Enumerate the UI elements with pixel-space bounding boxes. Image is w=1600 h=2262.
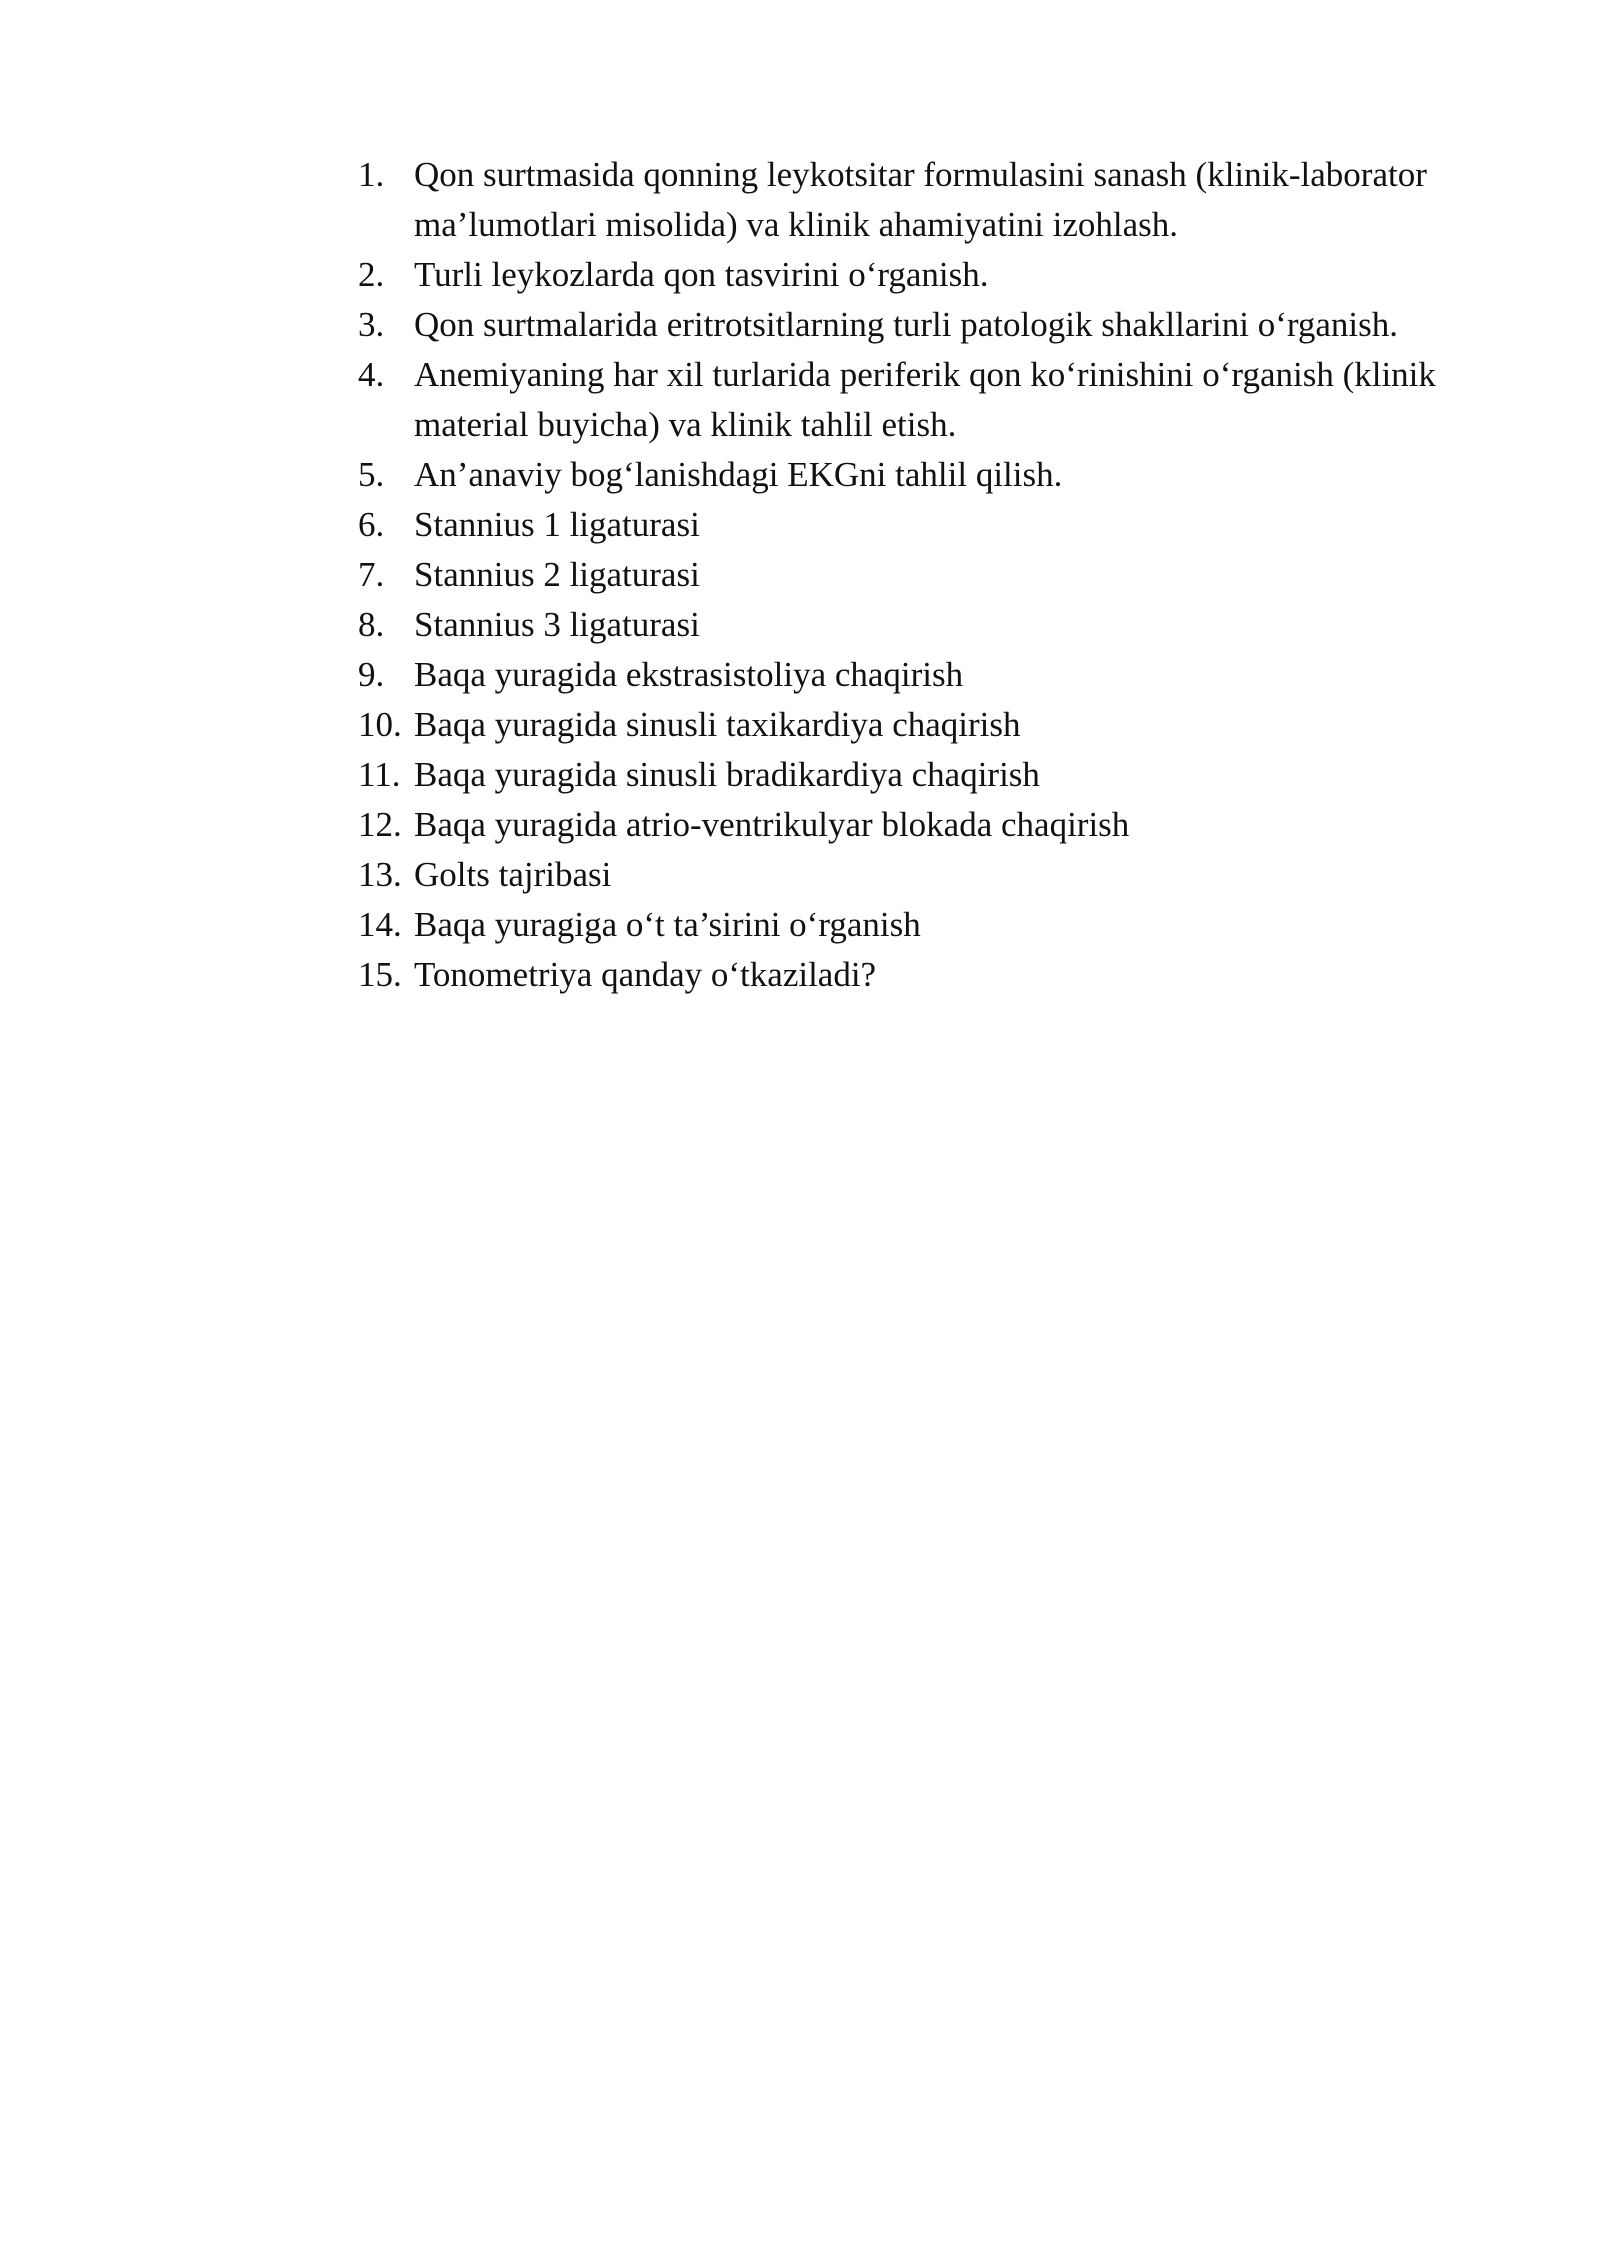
list-item	[358, 350, 1508, 450]
list-item-number: 10.	[358, 705, 402, 744]
list-item-text: Baqa yuragida sinusli bradikardiya chaqirish	[414, 755, 1040, 794]
list-item-text: Baqa yuragiga o‘t ta’sirini o‘rganish	[414, 905, 921, 944]
list-item-number: 2.	[358, 255, 385, 294]
list-item-number: 3.	[358, 305, 385, 344]
list-item-number: 1.	[358, 155, 385, 194]
list-item	[358, 150, 1508, 250]
list-item-number: 4.	[358, 355, 385, 394]
list-item-text: Qon surtmalarida eritrotsitlarning turli patologik shakllarini o‘rganish.	[414, 305, 1399, 344]
list-item	[358, 300, 1508, 350]
list-item-text: Golts tajribasi	[414, 855, 612, 894]
list-item	[358, 950, 1508, 1000]
list-item-text: Baqa yuragida atrio-ventrikulyar blokada chaqirish	[414, 805, 1130, 844]
list-item	[358, 700, 1508, 750]
list-item-text: Stannius 3 ligaturasi	[414, 605, 700, 644]
list-item-text: Stannius 2 ligaturasi	[414, 555, 700, 594]
list-item-number: 7.	[358, 555, 385, 594]
numbered-list	[358, 150, 1508, 1000]
list-item-number: 12.	[358, 805, 402, 844]
list-item-number: 14.	[358, 905, 402, 944]
list-item-text: Baqa yuragida sinusli taxikardiya chaqirish	[414, 705, 1021, 744]
list-item-number: 15.	[358, 955, 402, 994]
list-item	[358, 650, 1508, 700]
list-item-text: Tonometriya qanday o‘tkaziladi?	[414, 955, 877, 994]
list-item	[358, 850, 1508, 900]
list-item-text: Stannius 1 ligaturasi	[414, 505, 700, 544]
list-item	[358, 900, 1508, 950]
list-item-number: 11.	[358, 755, 401, 794]
list-item	[358, 750, 1508, 800]
list-item	[358, 800, 1508, 850]
list-item	[358, 600, 1508, 650]
list-item	[358, 250, 1508, 300]
list-item-text: Anemiyaning har xil turlarida periferik qon ko‘rinishini o‘rganish (klinik material buyicha) va klinik tahlil etish.	[414, 355, 1436, 444]
list-item-number: 9.	[358, 655, 385, 694]
list-item	[358, 550, 1508, 600]
list-item	[358, 500, 1508, 550]
list-item-number: 6.	[358, 505, 385, 544]
list-item-number: 13.	[358, 855, 402, 894]
list-item-number: 5.	[358, 455, 385, 494]
list-item-text: Qon surtmasida qonning leykotsitar formulasini sanash (klinik-laborator ma’lumotlari misolida) va klinik ahamiyatini izohlash.	[414, 155, 1427, 244]
list-item-text: Baqa yuragida ekstrasistoliya chaqirish	[414, 655, 964, 694]
list-item-text: Turli leykozlarda qon tasvirini o‘rganish.	[414, 255, 989, 294]
list-item-text: An’anaviy bog‘lanishdagi EKGni tahlil qilish.	[414, 455, 1063, 494]
list-item-number: 8.	[358, 605, 385, 644]
list-item	[358, 450, 1508, 500]
